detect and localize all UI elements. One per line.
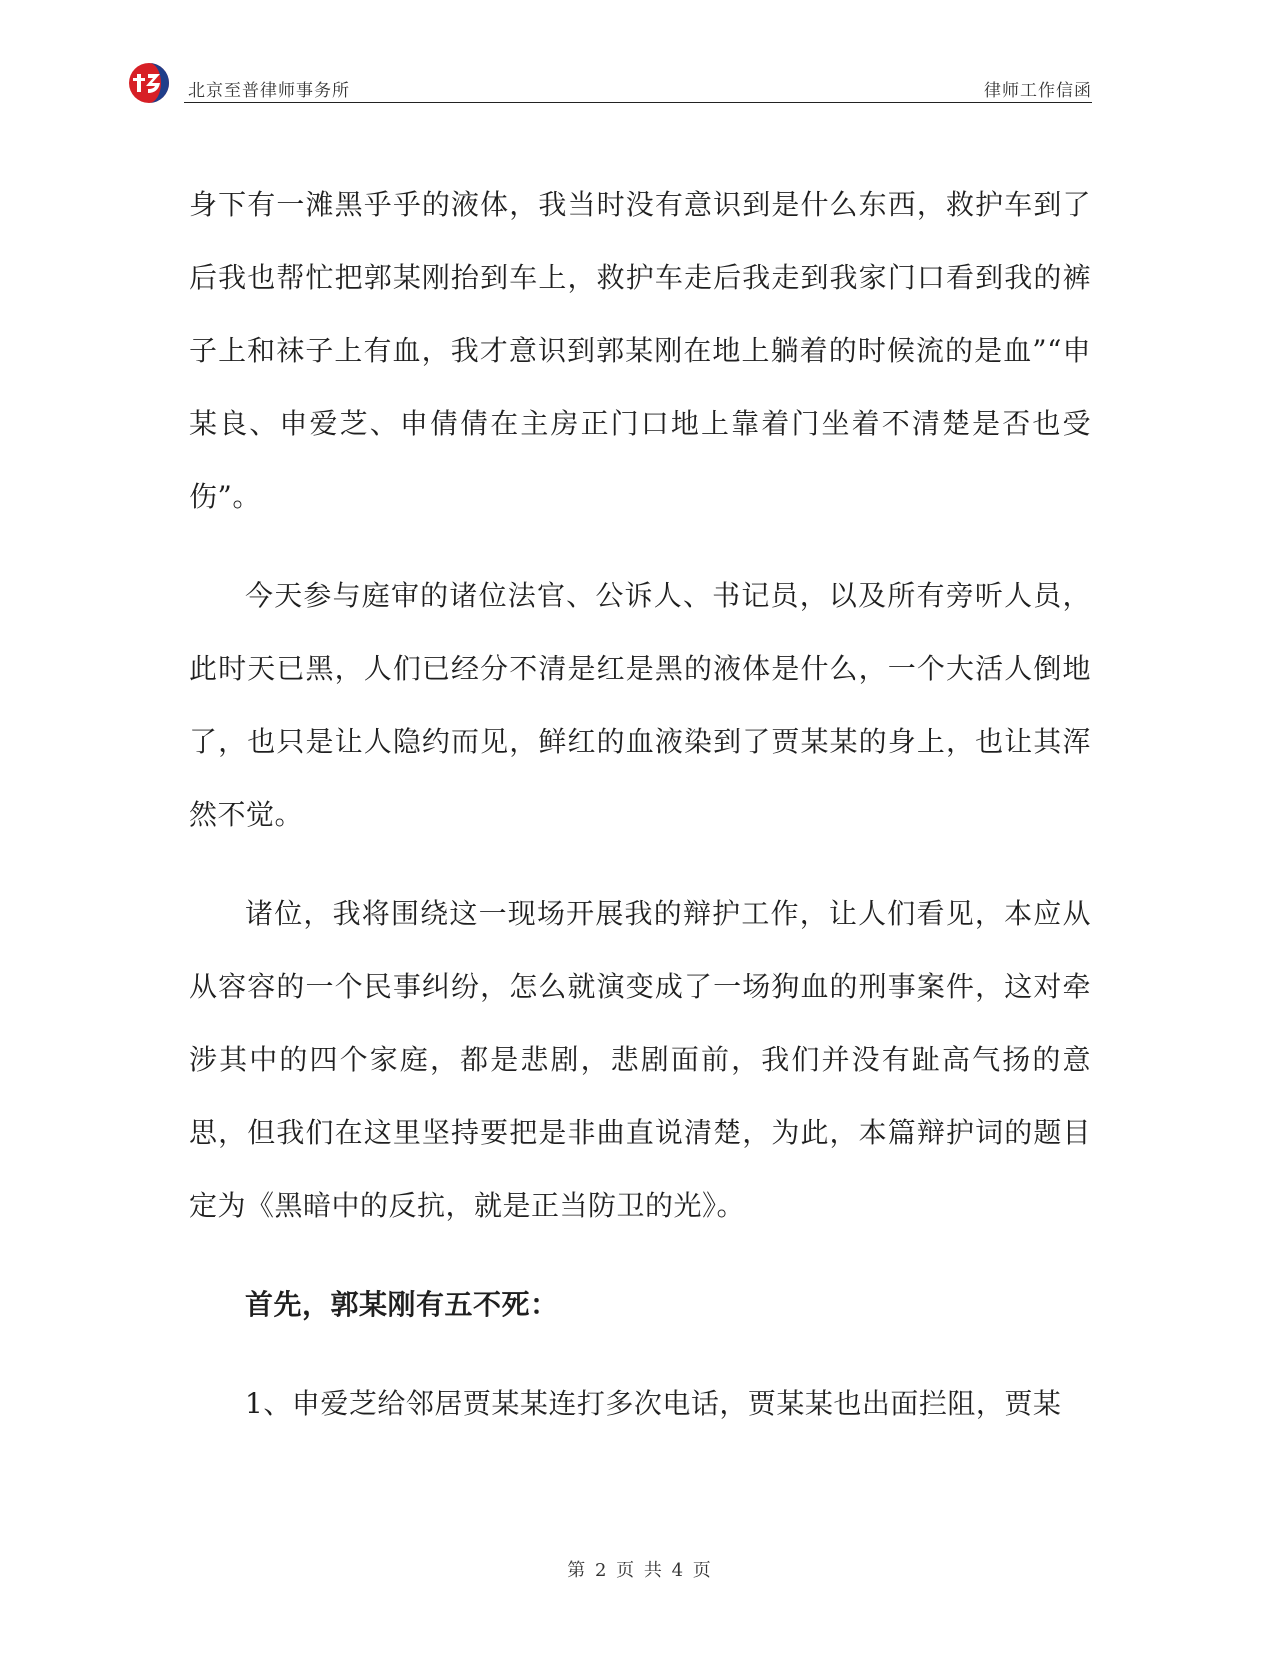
paragraph-address-court: 今天参与庭审的诸位法官、公诉人、书记员，以及所有旁听人员，此时天已黑，人们已经分不清是红是黑的液体是什么，一个大活人倒地了，也只是让人隐约而见，鲜红的血液染到了贾某某的身上，也让其浑然不觉。 — [189, 579, 1091, 831]
law-firm-logo-icon — [128, 62, 170, 104]
letter-body — [189, 168, 1091, 1466]
firm-name: 北京至普律师事务所 — [188, 81, 350, 101]
paragraph-defense-theme: 诸位，我将围绕这一现场开展我的辩护工作，让人们看见，本应从从容容的一个民事纠纷，怎么就演变成了一场狗血的刑事案件，这对牵涉其中的四个家庭，都是悲剧，悲剧面前，我们并没有趾高气扬的意思，但我们在这里坚持要把是非曲直说清楚，为此，本篇辩护词的题目定为《黑暗中的反抗，就是正当防卫的光》。 — [189, 897, 1091, 1222]
paragraph-continuation: 身下有一滩黑乎乎的液体，我当时没有意识到是什么东西，救护车到了后我也帮忙把郭某刚抬到车上，救护车走后我走到我家门口看到我的裤子上和袜子上有血，我才意识到郭某刚在地上躺着的时候流的是血”“申某良、申爱芝、申倩倩在主房正门口地上靠着门坐着不清楚是否也受伤”。 — [189, 188, 1091, 513]
section-heading: 首先，郭某刚有五不死： — [245, 1288, 559, 1321]
document-type: 律师工作信函 — [984, 81, 1092, 101]
page-number: 第 2 页 共 4 页 — [567, 1560, 713, 1581]
header-divider — [184, 102, 1092, 103]
page-header — [128, 62, 1092, 104]
list-item-1: 1、申爱芝给邻居贾某某连打多次电话，贾某某也出面拦阻，贾某 — [245, 1387, 1062, 1420]
